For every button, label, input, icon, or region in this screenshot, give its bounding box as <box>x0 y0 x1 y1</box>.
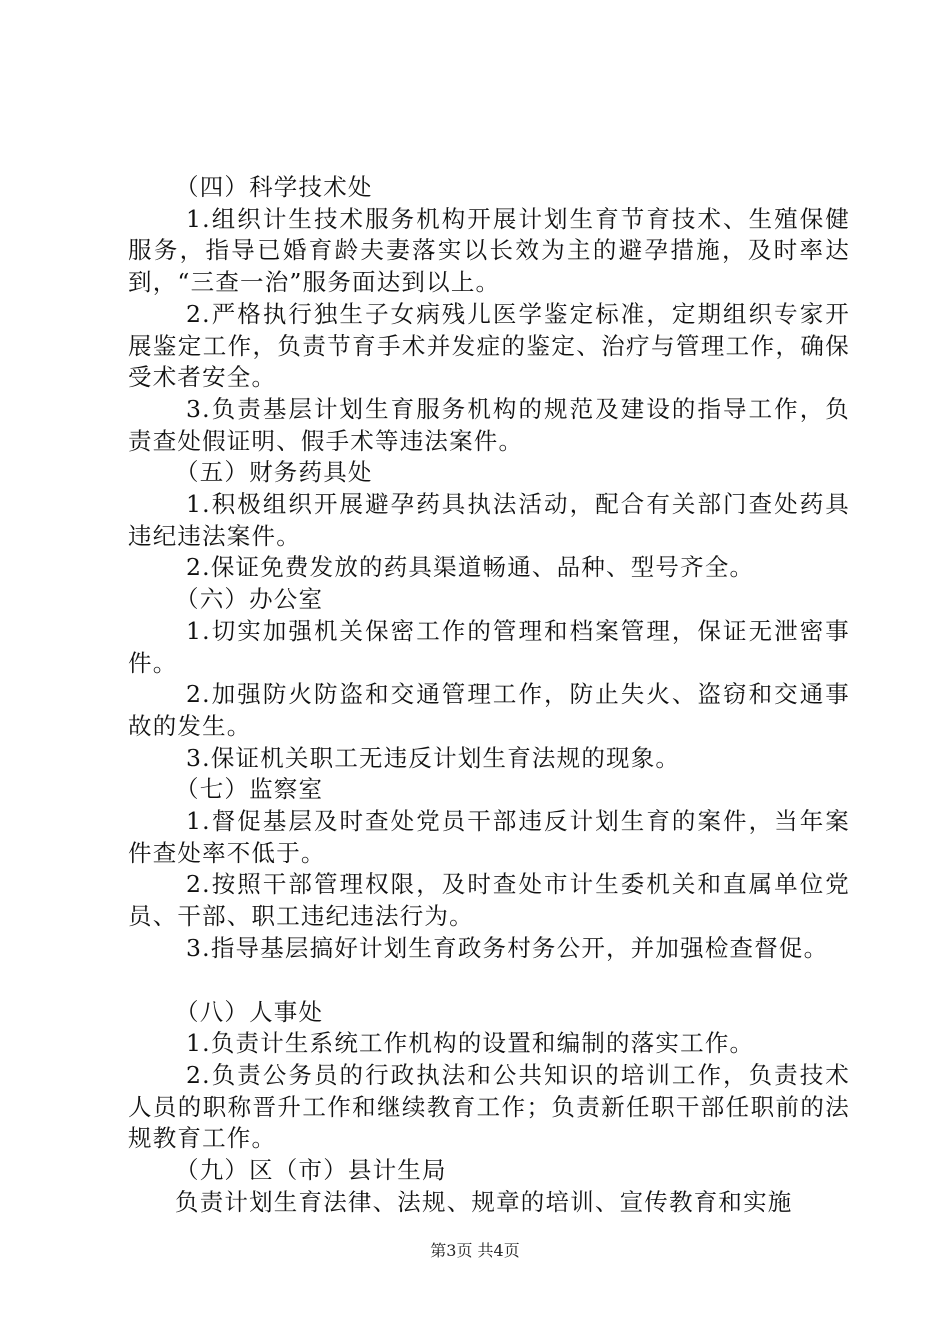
section-heading: 负责计划生育法律、法规、规章的培训、宣传教育和实施 <box>175 1187 793 1216</box>
list-item: 1.组织计生技术服务机构开展计划生育节育技术、生殖保健服务，指导已婚育龄夫妻落实以长效为主的避孕措施，及时率达到，“三查一治”服务面达到以上。 <box>128 204 850 297</box>
list-item: 2.按照干部管理权限，及时查处市计生委机关和直属单位党员、干部、职工违纪违法行为。 <box>128 870 850 931</box>
list-item: 1.负责计生系统工作机构的设置和编制的落实工作。 <box>186 1029 755 1058</box>
list-item: 2.加强防火防盗和交通管理工作，防止失火、盗窃和交通事故的发生。 <box>128 680 850 740</box>
list-item: 1.切实加强机关保密工作的管理和档案管理，保证无泄密事件。 <box>128 616 850 677</box>
list-item: 3.负责基层计划生育服务机构的规范及建设的指导工作，负责查处假证明、假手术等违法案件。 <box>128 394 850 455</box>
list-item: 1.积极组织开展避孕药具执法活动，配合有关部门查处药具违纪违法案件。 <box>128 490 850 550</box>
list-item: 1.督促基层及时查处党员干部违反计划生育的案件，当年案件查处率不低于。 <box>128 807 850 867</box>
list-item: 2.负责公务员的行政执法和公共知识的培训工作，负责技术人员的职称晋升工作和继续教育工作；负责新任职干部任职前的法规教育工作。 <box>128 1060 850 1153</box>
list-item: 3.指导基层搞好计划生育政务村务公开，并加强检查督促。 <box>186 933 829 962</box>
section-heading: （五）财务药具处 <box>175 458 373 487</box>
list-item: 2.保证免费发放的药具渠道畅通、品种、型号齐全。 <box>186 553 755 582</box>
list-item: 3.保证机关职工无违反计划生育法规的现象。 <box>186 743 681 772</box>
section-heading: （四）科学技术处 <box>175 173 373 201</box>
section-heading: （七）监察室 <box>175 775 324 804</box>
section-heading: （八）人事处 <box>175 997 324 1026</box>
document-body <box>128 172 850 1219</box>
section-heading: （六）办公室 <box>175 585 324 614</box>
section-heading: （九）区（市）县计生局 <box>175 1156 447 1185</box>
page-footer: 第3页 共4页 <box>430 1241 520 1260</box>
list-item: 2.严格执行独生子女病残儿医学鉴定标准，定期组织专家开展鉴定工作，负责节育手术并发症的鉴定、治疗与管理工作，确保受术者安全。 <box>128 299 850 392</box>
